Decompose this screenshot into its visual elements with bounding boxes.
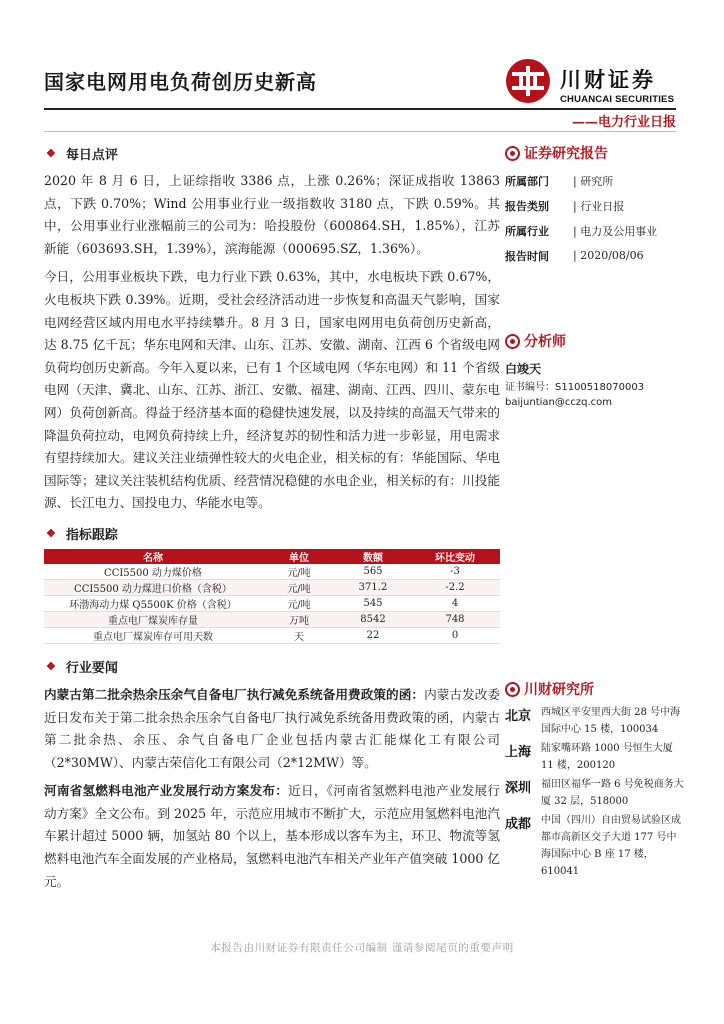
table-cell: 元/吨 bbox=[262, 595, 336, 611]
brand-name-en: CHUANCAI SECURITIES bbox=[560, 94, 675, 105]
sidebar bbox=[505, 142, 685, 882]
section-indicators bbox=[44, 523, 500, 545]
column-header: 数额 bbox=[336, 549, 410, 564]
table-cell: 4 bbox=[410, 595, 500, 611]
table-cell: CCI5500 动力煤进口价格（含税） bbox=[44, 579, 262, 595]
info-key: 报告类别 bbox=[505, 199, 549, 213]
target-bullet-icon bbox=[505, 682, 520, 697]
info-row bbox=[505, 168, 685, 193]
report-info bbox=[505, 168, 685, 268]
section-title: 每日点评 bbox=[65, 147, 118, 163]
office-address: 福田区福华一路 6 号免税商务大厦 32 层，518000 bbox=[541, 779, 684, 807]
info-key: 所属部门 bbox=[505, 174, 549, 188]
table-cell: 天 bbox=[262, 627, 336, 643]
table-cell: 重点电厂煤炭库存可用天数 bbox=[44, 627, 262, 643]
info-value: | 研究所 bbox=[573, 174, 614, 188]
office-city: 上海 bbox=[505, 745, 532, 760]
subtitle-rule bbox=[44, 131, 676, 132]
office-city: 北京 bbox=[505, 709, 532, 724]
main-column bbox=[44, 142, 500, 893]
section-daily-review bbox=[44, 142, 500, 164]
office-list bbox=[505, 704, 685, 880]
office-shenzhen bbox=[505, 776, 685, 810]
sidebar-title: 分析师 bbox=[524, 334, 566, 350]
paragraph-analysis: 今日，公用事业板块下跌，电力行业下跌 0.63%，其中，水电板块下跌 0.67%，火电板块下跌 0.39%。近期，受社会经济活动进一步恢复和高温天气影响，国家电网经营区域内用电水平持续攀升。8 月 3 日，国家电网用电负荷创历史新高，达 8.75 亿千瓦；华东电网和天津、山东、江苏、安徽、湖南、江西 6 个省级电网负荷均创历史新高。今年入夏以来，已有 1 个区域电网（华东电网）和 11 个省级电网（天津、冀北、山东、江苏、浙江、安徽、福建、湖南、江西、四川、蒙东电网）负荷创新高。得益于经济基本面的稳健快速发展，以及持续的高温天气带来的降温负荷拉动，电网负荷持续上升，经济复苏的韧性和活力进一步彰显，用电需求有望持续加大。建议关注业绩弹性较大的火电企业，相关标的有：华能国际、华电国际等；建议关注装机结构优质、经营情况稳健的水电企业，相关标的有：川投能源、长江电力、国投电力、华能水电等。 bbox=[44, 269, 500, 511]
sidebar-head-report bbox=[505, 142, 685, 164]
analyst-email[interactable]: baijuntian@cczq.com bbox=[505, 397, 613, 408]
news-title: 内蒙古第二批余热余压余气自备电厂执行减免系统备用费政策的函： bbox=[44, 686, 425, 702]
table-row bbox=[44, 579, 500, 595]
office-city: 成都 bbox=[505, 817, 532, 832]
office-address: 西城区平安里西大街 28 号中海国际中心 15 楼，100034 bbox=[541, 707, 681, 735]
info-key: 报告时间 bbox=[505, 249, 549, 263]
table-cell: 565 bbox=[336, 564, 410, 580]
table-cell: CCI5500 动力煤价格 bbox=[44, 564, 262, 580]
sidebar-head-analyst bbox=[505, 330, 685, 352]
news-item-inner-mongolia bbox=[44, 684, 500, 774]
analyst-cert: 证书编号：S1100518070003 bbox=[505, 382, 645, 393]
column-header: 单位 bbox=[262, 549, 336, 564]
info-row bbox=[505, 243, 685, 268]
indicator-table bbox=[44, 549, 500, 644]
news-body: 近日，《河南省氢燃料电池产业发展行动方案》全文公布。到 2025 年，示范应用城市不断扩大，示范应用氢燃料电池汽车累计超过 5000 辆，加氢站 80 个以上，基本形成以客车为主，环卫、物流等氢燃料电池汽车全面发展的产业格局，氢燃料电池汽车相关产业年产值突破 1000 亿元。 bbox=[44, 783, 500, 889]
info-key: 所属行业 bbox=[505, 224, 549, 238]
info-value: | 电力及公用事业 bbox=[573, 224, 658, 238]
news-body: 内蒙古发改委近日发布关于第二批余热余压余气自备电厂执行减免系统备用费政策的函，内蒙古第二批余热、余压、余气自备电厂企业包括内蒙古汇能煤化工有限公司（2*30MW）、内蒙古荣信化工有限公司（2*12MW）等。 bbox=[44, 686, 501, 770]
info-row bbox=[505, 218, 685, 243]
table-row bbox=[44, 627, 500, 643]
table-cell: -3 bbox=[410, 564, 500, 580]
table-cell: 元/吨 bbox=[262, 579, 336, 595]
info-row bbox=[505, 193, 685, 218]
info-value: | 2020/08/06 bbox=[573, 249, 644, 262]
diamond-bullet-icon: ❖ bbox=[46, 660, 56, 674]
diamond-bullet-icon: ❖ bbox=[46, 146, 56, 160]
chuancai-logo-icon bbox=[505, 58, 551, 104]
table-cell: 重点电厂煤炭库存量 bbox=[44, 611, 262, 627]
sidebar-head-institute bbox=[505, 678, 685, 700]
column-header: 环比变动 bbox=[410, 549, 500, 564]
footer-disclaimer: 本报告由川财证券有限责任公司编制 谨请参阅尾页的重要声明 bbox=[210, 942, 514, 954]
section-industry-news bbox=[44, 656, 500, 678]
table-cell: 371.2 bbox=[336, 579, 410, 595]
table-cell: 22 bbox=[336, 627, 410, 643]
table-row bbox=[44, 564, 500, 580]
table-cell: 748 bbox=[410, 611, 500, 627]
table-cell: 545 bbox=[336, 595, 410, 611]
table-cell: 环渤海动力煤 Q5500K 价格（含税） bbox=[44, 595, 262, 611]
table-cell: 元/吨 bbox=[262, 564, 336, 580]
table-row bbox=[44, 595, 500, 611]
news-item-henan bbox=[44, 780, 500, 893]
header-rule bbox=[44, 108, 676, 110]
news-title: 河南省氢燃料电池产业发展行动方案发布： bbox=[44, 783, 289, 799]
sidebar-title: 证券研究报告 bbox=[524, 146, 608, 162]
office-address: 中国（四川）自由贸易试验区成都市高新区交子大道 177 号中海国际中心 B 座 17 楼，610041 bbox=[541, 815, 681, 877]
office-chengdu bbox=[505, 812, 685, 880]
table-row bbox=[44, 611, 500, 627]
office-beijing bbox=[505, 704, 685, 738]
office-shanghai bbox=[505, 740, 685, 774]
office-address: 陆家嘴环路 1000 号恒生大厦 11 楼，200120 bbox=[541, 743, 673, 771]
paragraph-market: 2020 年 8 月 6 日，上证综指收 3386 点，上涨 0.26%；深证成指收 13863 点，下跌 0.70%；Wind 公用事业行业一级指数收 3180 点，下跌 0.59%。其中，公用事业行业涨幅前三的公司为：哈投股份（600864.SH，1.85%），江苏新能（603693.SH，1.39%），滨海能源（000695.SZ，1.36%）。 bbox=[44, 173, 500, 256]
table-cell: 8542 bbox=[336, 611, 410, 627]
sidebar-title: 川财研究所 bbox=[524, 682, 594, 698]
diamond-bullet-icon: ❖ bbox=[46, 527, 56, 541]
brand-name: 川财证券 bbox=[560, 68, 656, 92]
table-header-row bbox=[44, 549, 500, 564]
target-bullet-icon bbox=[505, 146, 520, 161]
table-cell: -2.2 bbox=[410, 579, 500, 595]
analyst-name: 白竣天 bbox=[505, 362, 542, 376]
table-cell: 万吨 bbox=[262, 611, 336, 627]
info-value: | 行业日报 bbox=[573, 199, 625, 213]
office-city: 深圳 bbox=[505, 781, 532, 796]
table-cell: 0 bbox=[410, 627, 500, 643]
column-header: 名称 bbox=[44, 549, 262, 564]
page-title: 国家电网用电负荷创历史新高 bbox=[44, 70, 317, 94]
report-header bbox=[0, 0, 724, 140]
target-bullet-icon bbox=[505, 334, 520, 349]
report-subtitle: ——电力行业日报 bbox=[571, 115, 676, 130]
section-title: 指标跟踪 bbox=[65, 528, 118, 544]
section-title: 行业要闻 bbox=[65, 661, 118, 677]
